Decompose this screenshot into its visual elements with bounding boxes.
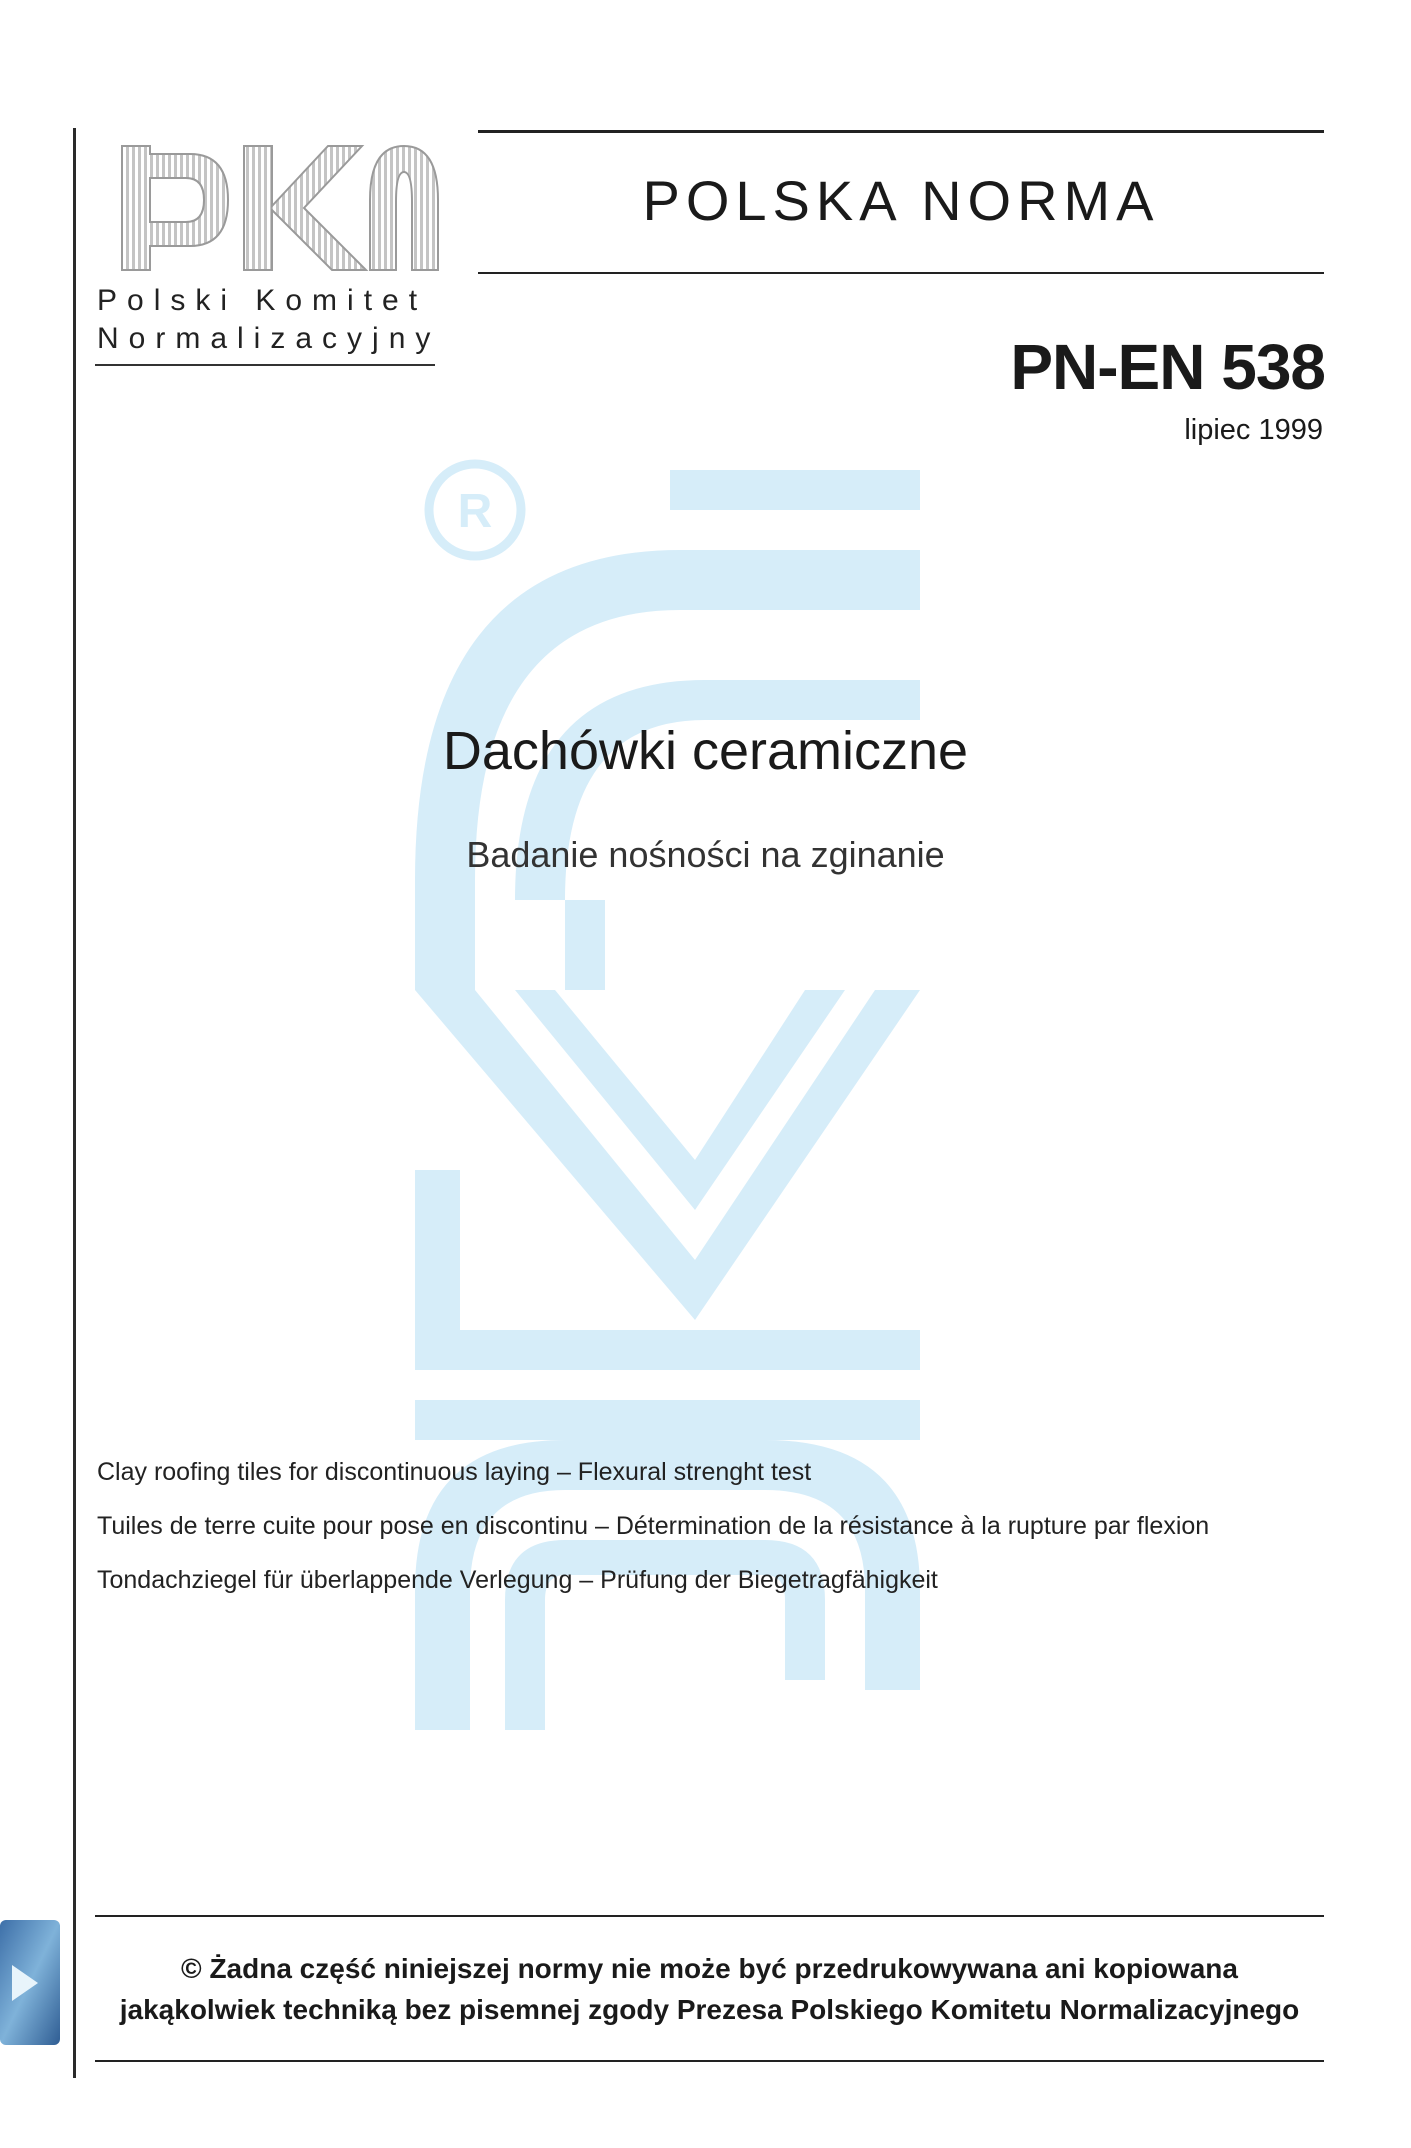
standard-number: PN-EN 538 bbox=[1010, 331, 1325, 403]
org-name-line-1: Polski Komitet bbox=[97, 284, 428, 317]
org-name-underline bbox=[95, 364, 435, 366]
footer-rule-bottom bbox=[95, 2060, 1324, 2062]
title-english: Clay roofing tiles for discontinuous laying – Flexural strenght test bbox=[97, 1458, 812, 1486]
hologram-sticker-icon bbox=[0, 1920, 60, 2045]
copyright-notice bbox=[95, 1948, 1324, 2030]
document-type: POLSKA NORMA bbox=[642, 169, 1160, 232]
svg-text:R: R bbox=[457, 485, 493, 538]
header-rule-bottom bbox=[478, 272, 1324, 274]
footer-rule-top bbox=[95, 1915, 1324, 1917]
copyright-line-2: jakąkolwiek techniką bez pisemnej zgody Prezesa Polskiego Komitetu Normalizacyjnego bbox=[119, 1994, 1300, 2025]
copyright-line-1: © Żadna część niniejszej normy nie może być przedrukowywana ani kopiowana bbox=[181, 1953, 1238, 1984]
publication-date: lipiec 1999 bbox=[1184, 414, 1323, 446]
left-margin-rule bbox=[73, 128, 76, 2078]
pkn-watermark bbox=[415, 470, 920, 1730]
document-title: Dachówki ceramiczne bbox=[442, 721, 969, 781]
document-subtitle: Badanie nośności na zginanie bbox=[466, 834, 945, 875]
registered-trademark-icon bbox=[420, 455, 530, 565]
header-rule-top bbox=[478, 130, 1324, 133]
pkn-logo bbox=[120, 138, 440, 278]
title-german: Tondachziegel für überlappende Verlegung – Prüfung der Biegetragfähigkeit bbox=[97, 1566, 938, 1594]
org-name-line-2: Normalizacyjny bbox=[97, 322, 441, 355]
title-french: Tuiles de terre cuite pour pose en discontinu – Détermination de la résistance à la rupture par flexion bbox=[97, 1512, 1210, 1540]
